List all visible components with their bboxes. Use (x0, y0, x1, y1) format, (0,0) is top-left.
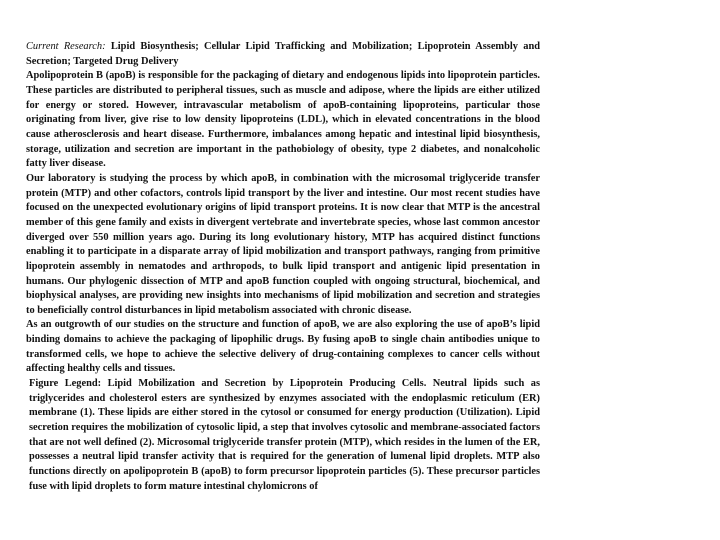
document-body (26, 40, 540, 494)
current-research-topics: Lipid Biosynthesis; Cellular Lipid Trafficking and Mobilization; Lipoprotein Assembly and Secretion; Targeted Drug Delivery (26, 41, 541, 67)
current-research-line (26, 40, 540, 69)
paragraph-apob-intro: Apolipoprotein B (apoB) is responsible for the packaging of dietary and endogenous lipids into lipoprotein particles. These particles are distributed to peripheral tissues, such as muscle and adipose, where the lipids are either utilized for energy or stored. However, intravascular metabolism of apoB-containing lipoproteins, particular those originating from liver, give rise to low density lipoproteins (LDL), which in elevated concentrations in the blood cause atherosclerosis and heart disease. Furthermore, imbalances among hepatic and intestinal lipid biosynthesis, storage, utilization and secretion are important in the pathobiology of obesity, type 2 diabetes, and nonalcoholic fatty liver disease. (26, 70, 540, 170)
paragraph-laboratory: Our laboratory is studying the process by which apoB, in combination with the microsomal triglyceride transfer protein (MTP) and other cofactors, controls lipid transport by the liver and intestine. Our most recent studies have focused on the unexpected evolutionary origins of lipid transport proteins. It is now clear that MTP is the ancestral member of this gene family and exists in divergent vertebrate and invertebrate species, whose last common ancestor diverged over 550 million years ago. During its long evolutionary history, MTP has acquired distinct functions enabling it to participate in a disparate array of lipid mobilization and transport pathways, ranging from primitive lipoprotein assembly in nematodes and arthropods, to bulk lipid transport and antigenic lipid presentation in humans. Our phylogenic dissection of MTP and apoB function coupled with ongoing structural, biochemical, and biophysical analyses, are providing new insights into mechanisms of lipid mobilization and secretion and strategies to beneficially control disturbances in lipid metabolism associated with chronic disease. (26, 172, 540, 316)
figure-legend: Figure Legend: Lipid Mobilization and Secretion by Lipoprotein Producing Cells. Neutral lipids such as triglycerides and cholesterol esters are synthesized by enzymes associated with the endoplasmic reticulum (ER) membrane (1). These lipids are either stored in the cytosol or consumed for energy production (Utilization). Lipid secretion requires the mobilization of cytosolic lipid, a step that involves cytosolic and membrane-associated factors that are not well defined (2). Microsomal triglyceride transfer protein (MTP), which resides in the lumen of the ER, possesses a neutral lipid transfer activity that is required for the generation of lumenal lipid droplets. MTP also functions directly on apolipoprotein B (apoB) to form precursor lipoprotein particles (5). These precursor particles fuse with lipid droplets to form mature intestinal chylomicrons of (29, 378, 540, 492)
current-research-label: Current Research: (26, 41, 106, 52)
paragraph-drug-delivery: As an outgrowth of our studies on the structure and function of apoB, we are also exploring the use of apoB’s lipid binding domains to achieve the packaging of lipophilic drugs. By fusing apoB to single chain antibodies unique to transformed cells, we hope to achieve the selective delivery of drug-containing complexes to cancer cells without affecting healthy cells and tissues. (26, 319, 540, 375)
